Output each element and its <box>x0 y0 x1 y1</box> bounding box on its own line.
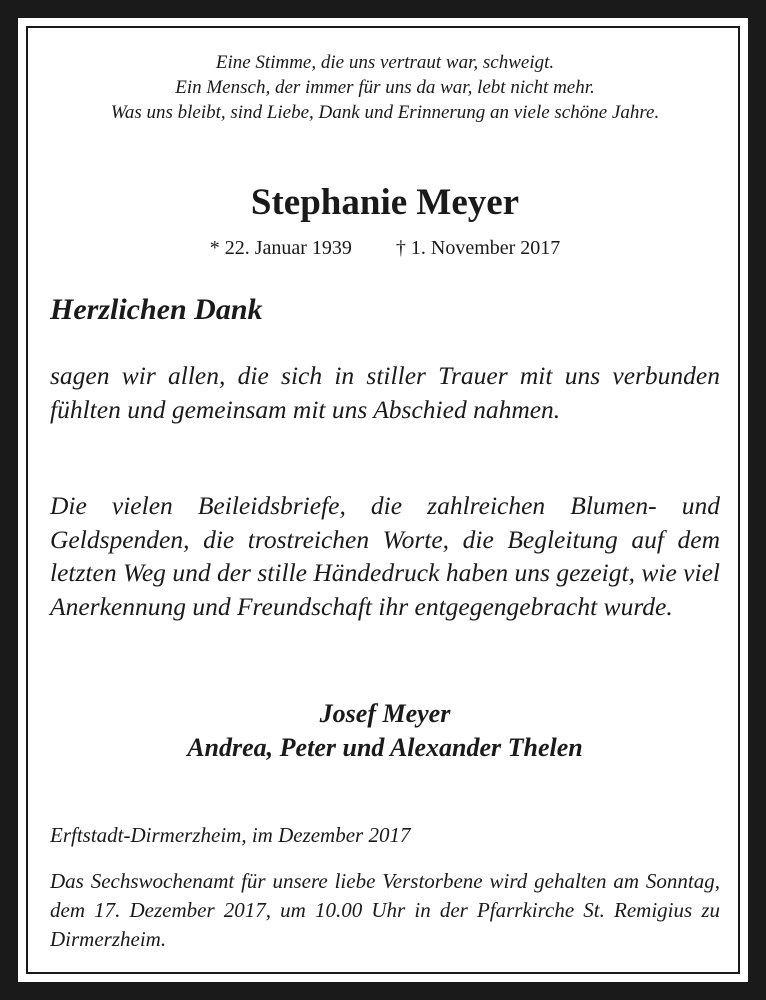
signer-line-1: Josef Meyer <box>319 699 451 728</box>
death-date: † 1. November 2017 <box>395 237 561 259</box>
place-and-date: Erftstadt-Dirmerzheim, im Dezember 2017 <box>50 823 411 847</box>
thanks-heading: Herzlichen Dank <box>50 293 263 326</box>
signers <box>28 697 742 765</box>
motto <box>28 50 742 125</box>
thanks-paragraph-1: sagen wir allen, die sich in stiller Trauer mit uns verbunden fühlten und gemeinsam mit uns Abschied nahmen. <box>50 361 720 424</box>
signer-line-2: Andrea, Peter und Alexander Thelen <box>187 733 583 762</box>
motto-line-2: Ein Mensch, der immer für uns da war, lebt nicht mehr. <box>175 77 595 98</box>
service-notice: Das Sechswochenamt für unsere liebe Verstorbene wird gehalten am Sonntag, dem 17. Dezember 2017, um 10.00 Uhr in der Pfarrkirche St. Remigius zu Dirmerzheim. <box>50 869 720 951</box>
life-dates <box>28 235 742 261</box>
inner-border <box>26 26 740 974</box>
thanks-paragraph-2: Die vielen Beileidsbriefe, die zahlreichen Blumen- und Geldspenden, die trostreichen Worte, die Begleitung auf dem letzten Weg und der stille Händedruck haben uns gezeigt, wie viel Anerkennung und Freundschaft ihr entgegengebracht wurde. <box>50 491 720 621</box>
motto-line-3: Was uns bleibt, sind Liebe, Dank und Erinnerung an viele schöne Jahre. <box>110 102 660 123</box>
obituary-notice <box>28 28 742 976</box>
motto-line-1: Eine Stimme, die uns vertraut war, schweigt. <box>215 52 555 73</box>
deceased-name: Stephanie Meyer <box>250 182 520 223</box>
birth-date: * 22. Januar 1939 <box>209 237 352 259</box>
